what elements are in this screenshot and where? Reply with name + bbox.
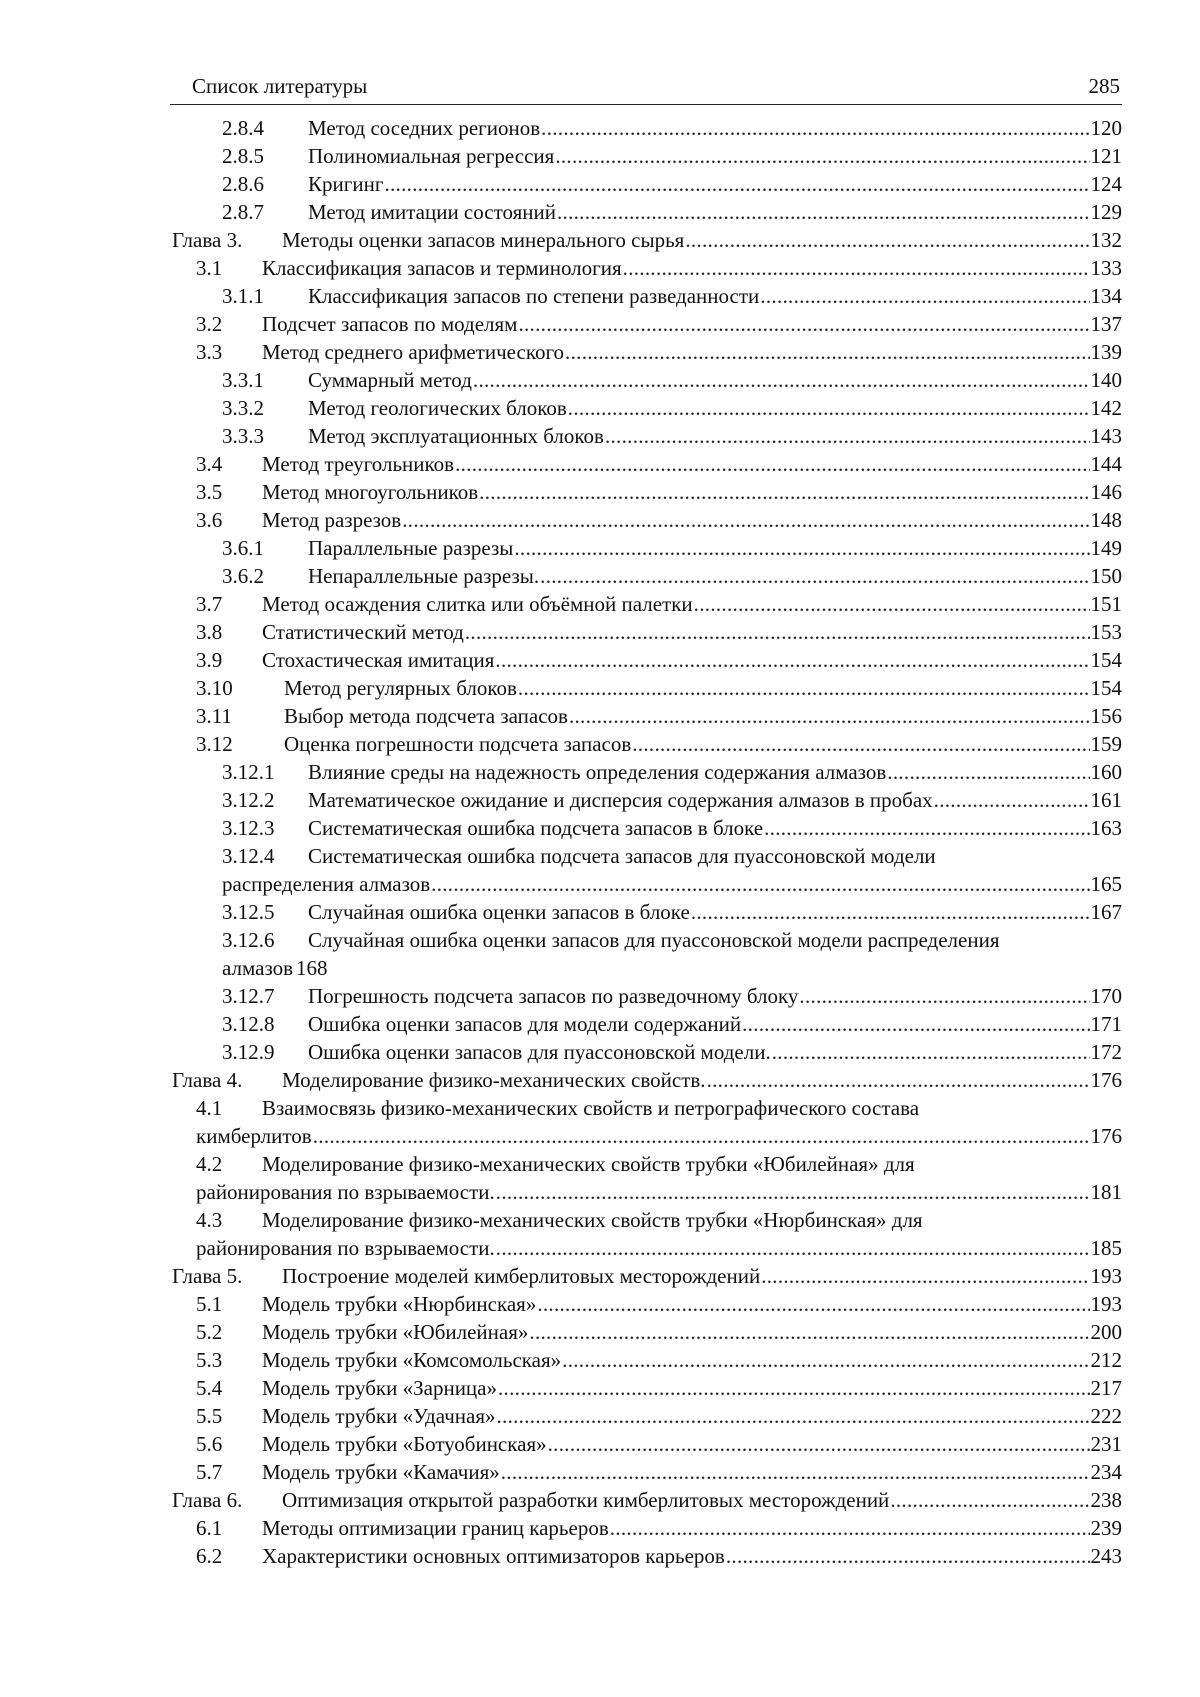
- dot-leader: [548, 1430, 1090, 1458]
- toc-entry-title: Ошибка оценки запасов для модели содержаний: [308, 1012, 742, 1036]
- toc-entry: [172, 590, 1122, 618]
- toc-entry: [172, 394, 1122, 422]
- toc-entry-page: 156: [1090, 704, 1122, 728]
- toc-entry-number: 3.12.6: [222, 928, 275, 952]
- toc-entry-number: 5.4: [196, 1376, 223, 1400]
- toc-entry-title: Случайная ошибка оценки запасов в блоке: [308, 900, 690, 924]
- toc-entry-title: Параллельные разрезы: [308, 536, 514, 560]
- toc-entry-title: Суммарный метод: [308, 368, 472, 392]
- toc-entry-number: Глава 5.: [172, 1264, 243, 1288]
- toc-entry-number: 3.12.9: [222, 1040, 275, 1064]
- toc-entry-title-continued: алмазов: [222, 956, 294, 980]
- dot-leader: [934, 786, 1090, 814]
- toc-entry-title: Влияние среды на надежность определения содержания алмазов: [308, 760, 887, 784]
- toc-entry-title: Построение моделей кимберлитовых месторождений: [282, 1264, 761, 1288]
- toc-entry-page: 151: [1090, 592, 1122, 616]
- toc-entry: [172, 506, 1122, 534]
- toc-entry-title: Подсчет запасов по моделям: [262, 312, 518, 336]
- toc-entry: [172, 814, 1122, 842]
- toc-entry-page: 172: [1090, 1040, 1122, 1064]
- dot-leader: [694, 590, 1090, 618]
- toc-entry: [172, 1150, 1122, 1178]
- toc-entry: [172, 1066, 1122, 1094]
- toc-entry-number: 3.5: [196, 480, 223, 504]
- toc-entry-page: 137: [1090, 312, 1122, 336]
- dot-leader: [455, 450, 1089, 478]
- toc-entry-title: Полиномиальная регрессия: [308, 144, 555, 168]
- toc-entry-number: 4.2: [196, 1152, 223, 1176]
- dot-leader: [726, 1542, 1090, 1570]
- dot-leader: [890, 1486, 1089, 1514]
- toc-entry-title: Систематическая ошибка подсчета запасов для пуассоновской модели: [308, 844, 936, 868]
- toc-entry-number: 3.4: [196, 452, 223, 476]
- dot-leader: [565, 338, 1089, 366]
- toc-entry: [172, 1374, 1122, 1402]
- toc-entry: [172, 618, 1122, 646]
- dot-leader: [569, 702, 1090, 730]
- toc-entry-number: 3.11: [196, 704, 232, 728]
- dot-leader: [495, 646, 1089, 674]
- toc-entry: [172, 282, 1122, 310]
- toc-entry-title: Модель трубки «Нюрбинская»: [262, 1292, 537, 1316]
- toc-entry-title: Модель трубки «Зарница»: [262, 1376, 497, 1400]
- toc-entry: [172, 142, 1122, 170]
- toc-entry: [172, 534, 1122, 562]
- toc-entry: [172, 1486, 1122, 1514]
- dot-leader: [691, 898, 1090, 926]
- toc-entry: [172, 1542, 1122, 1570]
- toc-entry-title: Математическое ожидание и дисперсия содержания алмазов в пробах: [308, 788, 933, 812]
- toc-entry-title: Непараллельные разрезы.: [308, 564, 540, 588]
- dot-leader: [518, 674, 1090, 702]
- toc-entry-number: 2.8.4: [222, 116, 264, 140]
- toc-entry-page: 160: [1090, 760, 1122, 784]
- toc-entry-page: 217: [1090, 1376, 1122, 1400]
- toc-entry-page: 120: [1090, 116, 1122, 140]
- toc-entry-number: 3.9: [196, 648, 223, 672]
- toc-entry-page: 150: [1090, 564, 1122, 588]
- toc-entry-number: 5.1: [196, 1292, 223, 1316]
- toc-entry-number: 5.6: [196, 1432, 223, 1456]
- toc-entry-number: 5.3: [196, 1348, 223, 1372]
- toc-entry-page: 168: [296, 956, 328, 980]
- dot-leader: [799, 982, 1089, 1010]
- toc-entry-title: Оценка погрешности подсчета запасов: [284, 732, 632, 756]
- toc-entry-page: 193: [1090, 1292, 1122, 1316]
- toc-entry-page: 153: [1090, 620, 1122, 644]
- toc-entry-number: 3.12.3: [222, 816, 275, 840]
- dot-leader: [632, 730, 1089, 758]
- toc-entry-page: 170: [1090, 984, 1122, 1008]
- toc-entry: [172, 1290, 1122, 1318]
- toc-entry-page: 144: [1090, 452, 1122, 476]
- toc-entry-page: 171: [1090, 1012, 1122, 1036]
- toc-entry-number: 3.1.1: [222, 284, 264, 308]
- toc-entry-number: 3.3.1: [222, 368, 264, 392]
- toc-entry-number: 2.8.5: [222, 144, 264, 168]
- toc-entry-number: 3.6.2: [222, 564, 264, 588]
- dot-leader: [313, 1122, 1090, 1150]
- toc-entry-page: 133: [1090, 256, 1122, 280]
- toc-entry-title: Модель трубки «Удачная»: [262, 1404, 496, 1428]
- dot-leader: [742, 1010, 1089, 1038]
- toc-entry-number: 3.12.2: [222, 788, 275, 812]
- toc-entry-number: 3.3.2: [222, 396, 264, 420]
- toc-entry: [172, 478, 1122, 506]
- toc-entry-title: Метод разрезов: [262, 508, 402, 532]
- toc-entry: [172, 1262, 1122, 1290]
- toc-entry-number: 3.3.3: [222, 424, 264, 448]
- toc-entry-number: 3.3: [196, 340, 223, 364]
- toc-entry-number: 3.12.8: [222, 1012, 275, 1036]
- toc-entry: [172, 674, 1122, 702]
- toc-entry-page: 163: [1090, 816, 1122, 840]
- toc-entry-page: 154: [1090, 648, 1122, 672]
- dot-leader: [707, 1066, 1090, 1094]
- toc-entry-page: 167: [1090, 900, 1122, 924]
- header-title: Список литературы: [192, 74, 368, 98]
- toc-entry-page: 159: [1090, 732, 1122, 756]
- dot-leader: [479, 478, 1089, 506]
- toc-entry-page: 176: [1090, 1068, 1122, 1092]
- toc-entry-title: Выбор метода подсчета запасов: [284, 704, 568, 728]
- toc-entry-number: 3.6.1: [222, 536, 264, 560]
- toc-entry-title-continued: районирования по взрываемости.: [196, 1180, 495, 1204]
- toc-entry-number: 5.2: [196, 1320, 223, 1344]
- toc-entry-title: Метод соседних регионов: [308, 116, 541, 140]
- toc-entry-page: 132: [1090, 228, 1122, 252]
- toc-entry-title: Методы оценки запасов минерального сырья: [282, 228, 685, 252]
- dot-leader: [473, 366, 1090, 394]
- toc-entry: [172, 1010, 1122, 1038]
- toc-entry-page: 200: [1090, 1320, 1122, 1344]
- toc-entry: [172, 1038, 1122, 1066]
- toc-entry-page: 154: [1090, 676, 1122, 700]
- dot-leader: [431, 870, 1089, 898]
- dot-leader: [555, 142, 1089, 170]
- toc-entry: [172, 1094, 1122, 1122]
- dot-leader: [402, 506, 1089, 534]
- toc-entry: [172, 982, 1122, 1010]
- dot-leader: [496, 1178, 1090, 1206]
- dot-leader: [537, 1290, 1089, 1318]
- toc-entry: [172, 114, 1122, 142]
- toc-entry-title: Стохастическая имитация: [262, 648, 495, 672]
- toc-entry: [172, 758, 1122, 786]
- toc-entry-title: Метод среднего арифметического: [262, 340, 565, 364]
- toc-entry-title: Метод имитации состояний: [308, 200, 556, 224]
- toc-entry-page: 165: [1090, 872, 1122, 896]
- dot-leader: [384, 170, 1089, 198]
- toc-entry: [172, 562, 1122, 590]
- toc-entry: [172, 310, 1122, 338]
- toc-entry-page: 222: [1090, 1404, 1122, 1428]
- toc-entry-title: Модель трубки «Юбилейная»: [262, 1320, 529, 1344]
- toc-entry: [172, 898, 1122, 926]
- toc-entry: [172, 926, 1122, 954]
- toc-entry-title: Метод осаждения слитка или объёмной палетки: [262, 592, 693, 616]
- toc-entry: [172, 646, 1122, 674]
- toc-entry-number: 5.5: [196, 1404, 223, 1428]
- toc-entry-number: 3.2: [196, 312, 223, 336]
- toc-entry-title: Метод многоугольников: [262, 480, 479, 504]
- toc-entry: [172, 170, 1122, 198]
- toc-entry-page: 234: [1090, 1460, 1122, 1484]
- toc-entry-number: 3.12.7: [222, 984, 275, 1008]
- dot-leader: [760, 282, 1089, 310]
- toc-entry-number: 3.1: [196, 256, 223, 280]
- toc-entry-number: 4.1: [196, 1096, 223, 1120]
- toc-entry-title: Метод треугольников: [262, 452, 455, 476]
- toc-entry-continuation: [172, 870, 1122, 898]
- page-number: 285: [1088, 74, 1120, 98]
- toc-entry-page: 161: [1090, 788, 1122, 812]
- toc-entry: [172, 226, 1122, 254]
- dot-leader: [764, 814, 1089, 842]
- toc-entry: [172, 450, 1122, 478]
- toc-entry: [172, 1402, 1122, 1430]
- toc-entry-page: 212: [1090, 1348, 1122, 1372]
- toc-entry-page: 121: [1090, 144, 1122, 168]
- dot-leader: [498, 1374, 1090, 1402]
- toc-entry: [172, 786, 1122, 814]
- toc-entry: [172, 422, 1122, 450]
- running-header: [170, 72, 1122, 105]
- toc-entry-title: Классификация запасов по степени разведанности: [308, 284, 760, 308]
- toc-entry-page: 239: [1090, 1516, 1122, 1540]
- toc-entry-continuation: [172, 1122, 1122, 1150]
- toc-entry-number: 2.8.7: [222, 200, 264, 224]
- toc-entry-page: 238: [1090, 1488, 1122, 1512]
- toc-entry-page: 149: [1090, 536, 1122, 560]
- toc-entry-number: 3.12.1: [222, 760, 275, 784]
- toc-entry-title: Характеристики основных оптимизаторов карьеров: [262, 1544, 725, 1568]
- toc-entry-number: 3.12.4: [222, 844, 275, 868]
- toc-entry-title: Модель трубки «Комсомольская»: [262, 1348, 562, 1372]
- toc-entry-page: 231: [1090, 1432, 1122, 1456]
- toc-entry-number: 3.6: [196, 508, 223, 532]
- dot-leader: [465, 618, 1090, 646]
- toc-entry: [172, 1318, 1122, 1346]
- toc-entry-number: 3.12.5: [222, 900, 275, 924]
- toc-entry-title: Метод регулярных блоков: [284, 676, 517, 700]
- toc-entry-page: 129: [1090, 200, 1122, 224]
- toc-entry: [172, 254, 1122, 282]
- toc-entry-page: 146: [1090, 480, 1122, 504]
- toc-entry-number: 5.7: [196, 1460, 223, 1484]
- toc-entry-continuation: [172, 1178, 1122, 1206]
- toc-entry-page: 134: [1090, 284, 1122, 308]
- toc-entry-title: Модель трубки «Камачия»: [262, 1460, 500, 1484]
- toc-entry-number: 4.3: [196, 1208, 223, 1232]
- dot-leader: [529, 1318, 1089, 1346]
- toc-entry-continuation: [172, 1234, 1122, 1262]
- toc-entry-continuation: [172, 954, 1122, 982]
- dot-leader: [496, 1234, 1090, 1262]
- dot-leader: [501, 1458, 1090, 1486]
- toc-entry-title: Ошибка оценки запасов для пуассоновской модели.: [308, 1040, 771, 1064]
- dot-leader: [496, 1402, 1089, 1430]
- toc-entry-title: Погрешность подсчета запасов по разведочному блоку: [308, 984, 799, 1008]
- toc-entry-page: 181: [1090, 1180, 1122, 1204]
- toc-entry-number: 3.12: [196, 732, 233, 756]
- toc-entry-number: Глава 4.: [172, 1068, 243, 1092]
- toc-entry-page: 142: [1090, 396, 1122, 420]
- toc-entry-title: Моделирование физико-механических свойств трубки «Юбилейная» для: [262, 1152, 915, 1176]
- dot-leader: [772, 1038, 1090, 1066]
- dot-leader: [541, 114, 1089, 142]
- toc-entry-page: 243: [1090, 1544, 1122, 1568]
- toc-entry-number: Глава 3.: [172, 228, 243, 252]
- toc-entry-page: 143: [1090, 424, 1122, 448]
- toc-entry-title: Оптимизация открытой разработки кимберлитовых месторождений: [282, 1488, 890, 1512]
- toc-entry-title: Метод эксплуатационных блоков: [308, 424, 604, 448]
- toc-entry: [172, 1458, 1122, 1486]
- dot-leader: [605, 422, 1090, 450]
- toc-entry-title: Классификация запасов и терминология: [262, 256, 622, 280]
- dot-leader: [623, 254, 1090, 282]
- toc-entry: [172, 1206, 1122, 1234]
- toc-entry: [172, 842, 1122, 870]
- toc-entry-page: 176: [1090, 1124, 1122, 1148]
- toc-entry-page: 193: [1090, 1264, 1122, 1288]
- toc-entry-number: 6.2: [196, 1544, 223, 1568]
- toc-entry-title: Случайная ошибка оценки запасов для пуассоновской модели распределения: [308, 928, 1000, 952]
- toc-entry-title: Кригинг: [308, 172, 384, 196]
- toc-entry-page: 139: [1090, 340, 1122, 364]
- toc-entry-title: Методы оптимизации границ карьеров: [262, 1516, 609, 1540]
- toc-entry-number: 3.10: [196, 676, 233, 700]
- toc-entry-title-continued: районирования по взрываемости.: [196, 1236, 495, 1260]
- toc-entry-title-continued: распределения алмазов: [222, 872, 431, 896]
- toc-entry-title: Систематическая ошибка подсчета запасов в блоке: [308, 816, 764, 840]
- toc-entry-title: Модель трубки «Ботуобинская»: [262, 1432, 547, 1456]
- dot-leader: [540, 562, 1089, 590]
- dot-leader: [557, 198, 1090, 226]
- table-of-contents: [172, 114, 1122, 1570]
- dot-leader: [562, 1346, 1089, 1374]
- toc-entry-page: 124: [1090, 172, 1122, 196]
- dot-leader: [514, 534, 1089, 562]
- toc-entry-title: Моделирование физико-механических свойств.: [282, 1068, 706, 1092]
- toc-entry-title: Статистический метод: [262, 620, 464, 644]
- toc-entry-page: 140: [1090, 368, 1122, 392]
- dot-leader: [887, 758, 1089, 786]
- toc-entry: [172, 1514, 1122, 1542]
- toc-entry-page: 148: [1090, 508, 1122, 532]
- toc-entry: [172, 730, 1122, 758]
- dot-leader: [518, 310, 1089, 338]
- toc-entry: [172, 338, 1122, 366]
- toc-entry-number: 6.1: [196, 1516, 223, 1540]
- toc-entry-number: 3.8: [196, 620, 223, 644]
- dot-leader: [685, 226, 1089, 254]
- toc-entry: [172, 1346, 1122, 1374]
- toc-entry-title-continued: кимберлитов: [196, 1124, 312, 1148]
- toc-entry-number: Глава 6.: [172, 1488, 243, 1512]
- toc-entry-title: Метод геологических блоков: [308, 396, 567, 420]
- dot-leader: [568, 394, 1090, 422]
- dot-leader: [761, 1262, 1089, 1290]
- toc-entry-title: Моделирование физико-механических свойств трубки «Нюрбинская» для: [262, 1208, 923, 1232]
- toc-entry-page: 185: [1090, 1236, 1122, 1260]
- toc-entry: [172, 366, 1122, 394]
- toc-entry-title: Взаимосвязь физико-механических свойств и петрографического состава: [262, 1096, 920, 1120]
- toc-entry-number: 2.8.6: [222, 172, 264, 196]
- toc-entry: [172, 702, 1122, 730]
- toc-entry: [172, 198, 1122, 226]
- dot-leader: [610, 1514, 1090, 1542]
- toc-entry-number: 3.7: [196, 592, 223, 616]
- toc-entry: [172, 1430, 1122, 1458]
